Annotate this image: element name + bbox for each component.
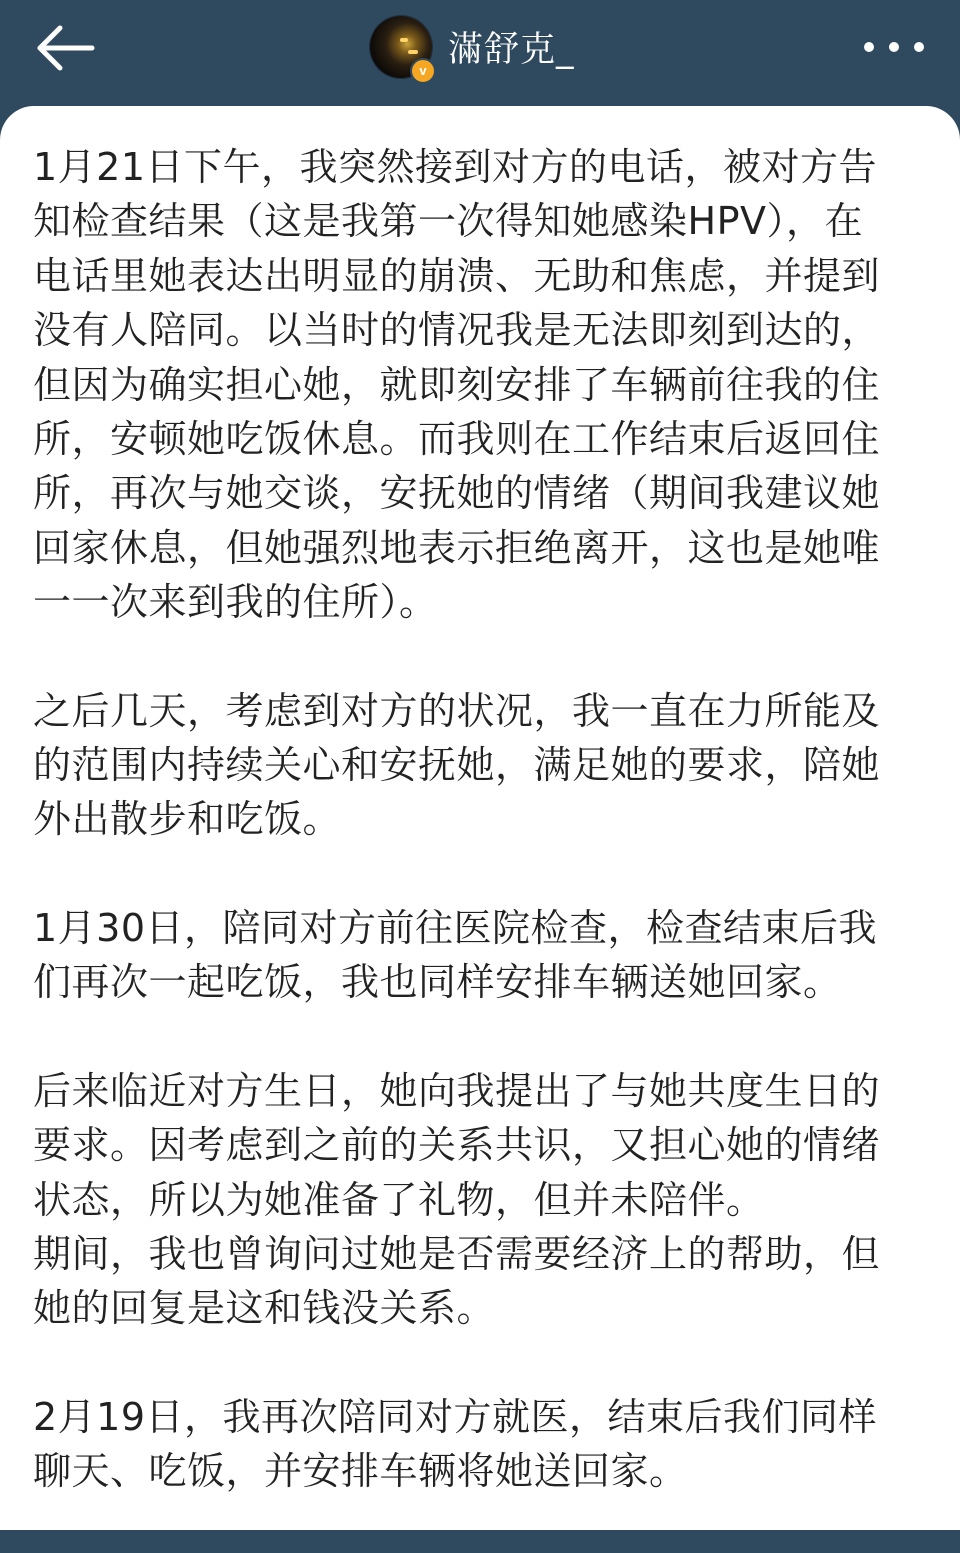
top-bar bbox=[0, 0, 960, 120]
more-horizontal-icon bbox=[864, 42, 874, 52]
text-line: 一一次来到我的住所）。 bbox=[33, 580, 438, 625]
text-line: 之后几天，考虑到对方的状况，我一直在力所能及 bbox=[33, 688, 881, 733]
post-paragraph bbox=[33, 140, 933, 630]
text-line: 状态，所以为她准备了礼物，但并未陪伴。 bbox=[33, 1177, 765, 1222]
text-line: 没有人陪同。以当时的情况我是无法即刻到达的， bbox=[33, 308, 881, 353]
text-line: 期间，我也曾询问过她是否需要经济上的帮助，但 bbox=[33, 1231, 881, 1276]
text-line: 1月21日下午，我突然接到对方的电话，被对方告 bbox=[33, 145, 878, 189]
more-options-button[interactable] bbox=[864, 30, 924, 64]
username[interactable]: 滿舒克_ bbox=[448, 30, 575, 70]
text-line: 2月19日，我再次陪同对方就医，结束后我们同样 bbox=[33, 1394, 878, 1439]
avatar[interactable] bbox=[370, 16, 432, 78]
text-line: 1月30日，陪同对方前往医院检查，检查结束后我 bbox=[33, 905, 878, 950]
text-line: 要求。因考虑到之前的关系共识，又担心她的情绪 bbox=[33, 1123, 881, 1168]
text-line: 们再次一起吃饭，我也同样安排车辆送她回家。 bbox=[33, 960, 842, 1005]
profile-title[interactable] bbox=[370, 14, 575, 80]
text-line: 外出散步和吃饭。 bbox=[33, 797, 342, 842]
post-content bbox=[33, 140, 933, 1553]
avatar-detail bbox=[408, 50, 418, 54]
back-button[interactable] bbox=[34, 20, 98, 76]
text-line: 她的回复是这和钱没关系。 bbox=[33, 1286, 496, 1331]
post-paragraph bbox=[33, 1064, 933, 1336]
more-horizontal-icon bbox=[889, 42, 899, 52]
more-horizontal-icon bbox=[914, 42, 924, 52]
text-line: 但因为确实担心她，就即刻安排了车辆前往我的住 bbox=[33, 362, 881, 407]
text-line: 电话里她表达出明显的崩溃、无助和焦虑，并提到 bbox=[33, 253, 881, 298]
post-paragraph bbox=[33, 901, 933, 1010]
text-line: 所，安顿她吃饭休息。而我则在工作结束后返回住 bbox=[33, 417, 881, 462]
arrow-left-icon bbox=[34, 20, 98, 76]
verified-badge-icon: v bbox=[410, 58, 436, 84]
post-paragraph bbox=[33, 1390, 933, 1499]
text-line: 所，再次与她交谈，安抚她的情绪（期间我建议她 bbox=[33, 471, 881, 516]
avatar-detail bbox=[400, 38, 408, 42]
text-line: 回家休息，但她强烈地表示拒绝离开，这也是她唯 bbox=[33, 525, 881, 570]
text-line: 聊天、吃饭，并安排车辆将她送回家。 bbox=[33, 1449, 688, 1494]
text-line: 知检查结果（这是我第一次得知她感染HPV），在 bbox=[33, 199, 863, 244]
post-paragraph bbox=[33, 684, 933, 847]
text-line: 后来临近对方生日，她向我提出了与她共度生日的 bbox=[33, 1068, 881, 1113]
text-line: 的范围内持续关心和安抚她，满足她的要求，陪她 bbox=[33, 743, 881, 788]
